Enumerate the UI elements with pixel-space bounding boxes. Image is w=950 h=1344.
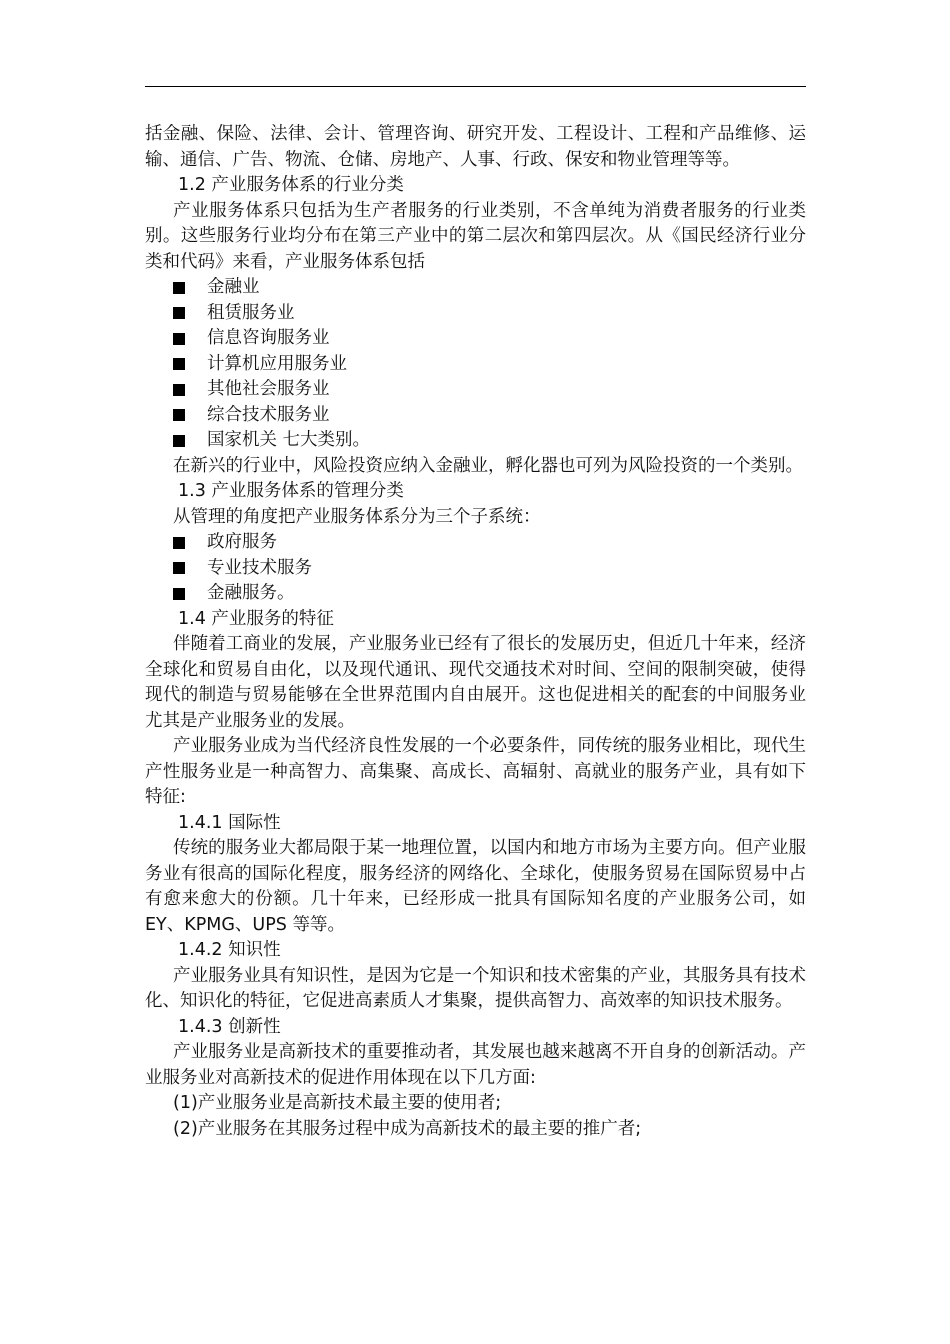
paragraph-1-3: 从管理的角度把产业服务体系分为三个子系统： <box>173 506 541 527</box>
paragraph-1-4-2: 产业服务业具有知识性，是因为它是一个知识和技术密集的产业，其服务具有技术化、知识化的特征，它促进高素质人才集聚，提供高智力、高效率的知识技术服务。 <box>145 965 806 1011</box>
section-heading-1-2: 1.2 产业服务体系的行业分类 <box>178 175 404 195</box>
paragraph-intro-continued: 括金融、保险、法律、会计、管理咨询、研究开发、工程设计、工程和产品维修、运输、通信、广告、物流、仓储、房地产、人事、行政、保安和物业管理等等。 <box>145 124 806 170</box>
square-bullet-icon <box>173 307 185 319</box>
list-item: 金融业 <box>145 275 806 301</box>
list-item: 国家机关 七大类别。 <box>145 428 806 454</box>
paragraph-1-2: 产业服务体系只包括为生产者服务的行业类别，不含单纯为消费者服务的行业类别。这些服务行业均分布在第三产业中的第二层次和第四层次。从《国民经济行业分类和代码》来看，产业服务体系包括 <box>145 200 806 272</box>
square-bullet-icon <box>173 384 185 396</box>
square-bullet-icon <box>173 537 185 549</box>
square-bullet-icon <box>173 358 185 370</box>
bullet-list-subsystems <box>145 530 806 607</box>
paragraph-1-2-b: 在新兴的行业中，风险投资应纳入金融业，孵化器也可列为风险投资的一个类别。 <box>173 455 803 476</box>
list-item: 计算机应用服务业 <box>145 352 806 378</box>
paragraph-1-4-a: 伴随着工商业的发展，产业服务业已经有了很长的发展历史，但近几十年来，经济全球化和贸易自由化，以及现代通讯、现代交通技术对时间、空间的限制突破，使得现代的制造与贸易能够在全世界范围内自由展开。这也促进相关的配套的中间服务业尤其是产业服务业的发展。 <box>145 634 806 731</box>
bullet-list-industries <box>145 275 806 454</box>
square-bullet-icon <box>173 282 185 294</box>
square-bullet-icon <box>173 562 185 574</box>
square-bullet-icon <box>173 333 185 345</box>
list-item: 金融服务。 <box>145 581 806 607</box>
header-rule <box>145 86 806 87</box>
section-heading-1-4-3: 1.4.3 创新性 <box>178 1016 281 1037</box>
section-heading-1-4: 1.4 产业服务的特征 <box>178 608 334 629</box>
paragraph-1-4-b: 产业服务业成为当代经济良性发展的一个必要条件，同传统的服务业相比，现代生产性服务业是一种高智力、高集聚、高成长、高辐射、高就业的服务产业，具有如下特征: <box>145 736 806 807</box>
paragraph-1-4-3: 产业服务业是高新技术的重要推动者，其发展也越来越离不开自身的创新活动。产业服务业对高新技术的促进作用体现在以下几方面: <box>145 1042 806 1088</box>
paragraph-1-4-3-item-2: (2)产业服务在其服务过程中成为高新技术的最主要的推广者; <box>173 1118 642 1139</box>
paragraph-1-4-1: 传统的服务业大都局限于某一地理位置，以国内和地方市场为主要方向。但产业服务业有很高的国际化程度，服务经济的网络化、全球化，使服务贸易在国际贸易中占有愈来愈大的份额。几十年来，已经形成一批具有国际知名度的产业服务公司，如 EY、KPMG、UPS 等等。 <box>145 838 806 935</box>
paragraph-1-4-3-item-1: (1)产业服务业是高新技术最主要的使用者; <box>173 1093 502 1113</box>
list-item: 信息咨询服务业 <box>145 326 806 352</box>
section-heading-1-4-2: 1.4.2 知识性 <box>178 940 281 960</box>
section-heading-1-4-1: 1.4.1 国际性 <box>178 812 281 833</box>
list-item: 其他社会服务业 <box>145 377 806 403</box>
section-heading-1-3: 1.3 产业服务体系的管理分类 <box>178 481 404 501</box>
list-item: 租赁服务业 <box>145 301 806 327</box>
list-item: 专业技术服务 <box>145 556 806 582</box>
square-bullet-icon <box>173 409 185 421</box>
list-item: 政府服务 <box>145 530 806 556</box>
list-item: 综合技术服务业 <box>145 403 806 429</box>
square-bullet-icon <box>173 588 185 600</box>
square-bullet-icon <box>173 435 185 447</box>
document-body <box>145 122 806 1142</box>
